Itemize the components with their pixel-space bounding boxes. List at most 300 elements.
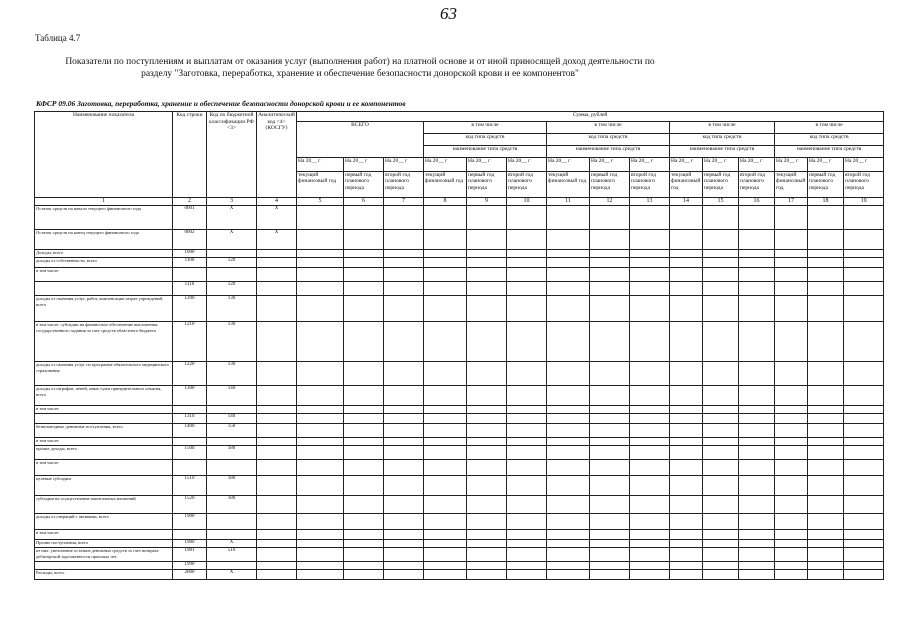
amount-cell[interactable] [384, 258, 424, 268]
amount-cell[interactable] [297, 476, 344, 496]
amount-cell[interactable] [547, 438, 590, 446]
amount-cell[interactable] [507, 322, 547, 362]
amount-cell[interactable] [344, 548, 384, 562]
amount-cell[interactable] [547, 570, 590, 580]
amount-cell[interactable] [590, 386, 630, 406]
amount-cell[interactable] [424, 322, 467, 362]
amount-cell[interactable] [844, 514, 884, 530]
amount-cell[interactable] [344, 250, 384, 258]
amount-cell[interactable] [844, 296, 884, 322]
amount-cell[interactable] [424, 424, 467, 438]
amount-cell[interactable] [297, 230, 344, 250]
amount-cell[interactable] [547, 496, 590, 514]
amount-cell[interactable] [384, 406, 424, 414]
amount-cell[interactable] [844, 530, 884, 540]
amount-cell[interactable] [739, 322, 775, 362]
amount-cell[interactable] [808, 496, 844, 514]
amount-cell[interactable] [808, 230, 844, 250]
amount-cell[interactable] [739, 406, 775, 414]
amount-cell[interactable] [297, 460, 344, 476]
amount-cell[interactable] [775, 406, 808, 414]
amount-cell[interactable] [424, 362, 467, 386]
amount-cell[interactable] [703, 282, 739, 296]
amount-cell[interactable] [775, 322, 808, 362]
amount-cell[interactable] [775, 386, 808, 406]
amount-cell[interactable] [808, 296, 844, 322]
amount-cell[interactable] [507, 230, 547, 250]
amount-cell[interactable] [507, 268, 547, 282]
amount-cell[interactable] [808, 476, 844, 496]
amount-cell[interactable] [739, 206, 775, 230]
amount-cell[interactable] [507, 460, 547, 476]
amount-cell[interactable] [703, 424, 739, 438]
amount-cell[interactable] [630, 206, 670, 230]
amount-cell[interactable] [384, 250, 424, 258]
amount-cell[interactable] [739, 570, 775, 580]
amount-cell[interactable] [507, 282, 547, 296]
amount-cell[interactable] [630, 530, 670, 540]
amount-cell[interactable] [590, 206, 630, 230]
amount-cell[interactable] [467, 514, 507, 530]
amount-cell[interactable] [344, 496, 384, 514]
amount-cell[interactable] [630, 540, 670, 548]
amount-cell[interactable] [775, 206, 808, 230]
amount-cell[interactable] [467, 296, 507, 322]
amount-cell[interactable] [384, 386, 424, 406]
amount-cell[interactable] [739, 446, 775, 460]
amount-cell[interactable] [590, 446, 630, 460]
amount-cell[interactable] [808, 362, 844, 386]
amount-cell[interactable] [384, 230, 424, 250]
amount-cell[interactable] [297, 414, 344, 424]
amount-cell[interactable] [297, 446, 344, 460]
amount-cell[interactable] [808, 446, 844, 460]
amount-cell[interactable] [467, 406, 507, 414]
amount-cell[interactable] [590, 322, 630, 362]
amount-cell[interactable] [384, 562, 424, 570]
amount-cell[interactable] [590, 514, 630, 530]
amount-cell[interactable] [424, 540, 467, 548]
amount-cell[interactable] [703, 446, 739, 460]
amount-cell[interactable] [844, 322, 884, 362]
amount-cell[interactable] [630, 414, 670, 424]
amount-cell[interactable] [630, 476, 670, 496]
amount-cell[interactable] [844, 446, 884, 460]
amount-cell[interactable] [547, 386, 590, 406]
amount-cell[interactable] [739, 282, 775, 296]
amount-cell[interactable] [703, 514, 739, 530]
amount-cell[interactable] [547, 540, 590, 548]
amount-cell[interactable] [344, 258, 384, 268]
amount-cell[interactable] [844, 476, 884, 496]
amount-cell[interactable] [670, 438, 703, 446]
amount-cell[interactable] [739, 548, 775, 562]
amount-cell[interactable] [424, 570, 467, 580]
amount-cell[interactable] [703, 322, 739, 362]
amount-cell[interactable] [703, 258, 739, 268]
amount-cell[interactable] [344, 424, 384, 438]
amount-cell[interactable] [424, 414, 467, 424]
amount-cell[interactable] [703, 540, 739, 548]
amount-cell[interactable] [590, 476, 630, 496]
amount-cell[interactable] [424, 548, 467, 562]
amount-cell[interactable] [703, 530, 739, 540]
amount-cell[interactable] [467, 250, 507, 258]
amount-cell[interactable] [424, 250, 467, 258]
amount-cell[interactable] [775, 476, 808, 496]
amount-cell[interactable] [739, 476, 775, 496]
amount-cell[interactable] [467, 322, 507, 362]
amount-cell[interactable] [424, 230, 467, 250]
amount-cell[interactable] [775, 268, 808, 282]
amount-cell[interactable] [703, 250, 739, 258]
amount-cell[interactable] [590, 540, 630, 548]
amount-cell[interactable] [808, 206, 844, 230]
amount-cell[interactable] [424, 258, 467, 268]
amount-cell[interactable] [739, 296, 775, 322]
amount-cell[interactable] [775, 540, 808, 548]
amount-cell[interactable] [703, 548, 739, 562]
amount-cell[interactable] [384, 322, 424, 362]
amount-cell[interactable] [808, 414, 844, 424]
amount-cell[interactable] [739, 540, 775, 548]
amount-cell[interactable] [507, 530, 547, 540]
amount-cell[interactable] [424, 476, 467, 496]
amount-cell[interactable] [344, 530, 384, 540]
amount-cell[interactable] [703, 562, 739, 570]
amount-cell[interactable] [547, 446, 590, 460]
amount-cell[interactable] [630, 322, 670, 362]
amount-cell[interactable] [344, 476, 384, 496]
amount-cell[interactable] [844, 268, 884, 282]
amount-cell[interactable] [467, 230, 507, 250]
amount-cell[interactable] [297, 424, 344, 438]
amount-cell[interactable] [424, 406, 467, 414]
amount-cell[interactable] [590, 268, 630, 282]
amount-cell[interactable] [775, 362, 808, 386]
amount-cell[interactable] [547, 268, 590, 282]
amount-cell[interactable] [547, 362, 590, 386]
amount-cell[interactable] [467, 562, 507, 570]
amount-cell[interactable] [467, 258, 507, 268]
amount-cell[interactable] [467, 548, 507, 562]
amount-cell[interactable] [670, 258, 703, 268]
amount-cell[interactable] [630, 268, 670, 282]
amount-cell[interactable] [424, 496, 467, 514]
amount-cell[interactable] [344, 362, 384, 386]
amount-cell[interactable] [297, 282, 344, 296]
amount-cell[interactable] [297, 514, 344, 530]
amount-cell[interactable] [467, 570, 507, 580]
amount-cell[interactable] [630, 386, 670, 406]
amount-cell[interactable] [384, 446, 424, 460]
amount-cell[interactable] [670, 562, 703, 570]
amount-cell[interactable] [844, 548, 884, 562]
amount-cell[interactable] [703, 406, 739, 414]
amount-cell[interactable] [703, 460, 739, 476]
amount-cell[interactable] [507, 406, 547, 414]
amount-cell[interactable] [808, 530, 844, 540]
amount-cell[interactable] [507, 570, 547, 580]
amount-cell[interactable] [739, 562, 775, 570]
amount-cell[interactable] [703, 414, 739, 424]
amount-cell[interactable] [507, 548, 547, 562]
amount-cell[interactable] [703, 206, 739, 230]
amount-cell[interactable] [507, 424, 547, 438]
amount-cell[interactable] [297, 206, 344, 230]
amount-cell[interactable] [467, 362, 507, 386]
amount-cell[interactable] [424, 460, 467, 476]
amount-cell[interactable] [384, 424, 424, 438]
amount-cell[interactable] [808, 322, 844, 362]
amount-cell[interactable] [547, 322, 590, 362]
amount-cell[interactable] [467, 424, 507, 438]
amount-cell[interactable] [547, 282, 590, 296]
amount-cell[interactable] [297, 530, 344, 540]
amount-cell[interactable] [384, 282, 424, 296]
amount-cell[interactable] [844, 250, 884, 258]
amount-cell[interactable] [547, 460, 590, 476]
amount-cell[interactable] [844, 230, 884, 250]
amount-cell[interactable] [590, 424, 630, 438]
amount-cell[interactable] [775, 530, 808, 540]
amount-cell[interactable] [590, 230, 630, 250]
amount-cell[interactable] [775, 438, 808, 446]
amount-cell[interactable] [297, 496, 344, 514]
amount-cell[interactable] [844, 562, 884, 570]
amount-cell[interactable] [775, 570, 808, 580]
amount-cell[interactable] [507, 250, 547, 258]
amount-cell[interactable] [507, 446, 547, 460]
amount-cell[interactable] [384, 362, 424, 386]
amount-cell[interactable] [344, 268, 384, 282]
amount-cell[interactable] [424, 206, 467, 230]
amount-cell[interactable] [808, 514, 844, 530]
amount-cell[interactable] [384, 496, 424, 514]
amount-cell[interactable] [739, 230, 775, 250]
amount-cell[interactable] [297, 250, 344, 258]
amount-cell[interactable] [384, 296, 424, 322]
amount-cell[interactable] [384, 460, 424, 476]
amount-cell[interactable] [344, 562, 384, 570]
amount-cell[interactable] [670, 476, 703, 496]
amount-cell[interactable] [384, 476, 424, 496]
amount-cell[interactable] [670, 570, 703, 580]
amount-cell[interactable] [590, 406, 630, 414]
amount-cell[interactable] [670, 362, 703, 386]
amount-cell[interactable] [670, 322, 703, 362]
amount-cell[interactable] [844, 406, 884, 414]
amount-cell[interactable] [670, 296, 703, 322]
amount-cell[interactable] [808, 258, 844, 268]
amount-cell[interactable] [670, 386, 703, 406]
amount-cell[interactable] [775, 460, 808, 476]
amount-cell[interactable] [739, 514, 775, 530]
amount-cell[interactable] [844, 386, 884, 406]
amount-cell[interactable] [547, 250, 590, 258]
amount-cell[interactable] [670, 424, 703, 438]
amount-cell[interactable] [739, 268, 775, 282]
amount-cell[interactable] [590, 362, 630, 386]
amount-cell[interactable] [547, 206, 590, 230]
amount-cell[interactable] [590, 570, 630, 580]
amount-cell[interactable] [670, 268, 703, 282]
amount-cell[interactable] [670, 230, 703, 250]
amount-cell[interactable] [670, 514, 703, 530]
amount-cell[interactable] [467, 460, 507, 476]
amount-cell[interactable] [775, 296, 808, 322]
amount-cell[interactable] [808, 268, 844, 282]
amount-cell[interactable] [703, 296, 739, 322]
amount-cell[interactable] [344, 386, 384, 406]
amount-cell[interactable] [384, 570, 424, 580]
amount-cell[interactable] [670, 250, 703, 258]
amount-cell[interactable] [297, 322, 344, 362]
amount-cell[interactable] [344, 570, 384, 580]
amount-cell[interactable] [630, 570, 670, 580]
amount-cell[interactable] [507, 362, 547, 386]
amount-cell[interactable] [467, 282, 507, 296]
amount-cell[interactable] [775, 548, 808, 562]
amount-cell[interactable] [547, 548, 590, 562]
amount-cell[interactable] [670, 548, 703, 562]
amount-cell[interactable] [808, 250, 844, 258]
amount-cell[interactable] [630, 514, 670, 530]
amount-cell[interactable] [297, 570, 344, 580]
amount-cell[interactable] [384, 530, 424, 540]
amount-cell[interactable] [344, 540, 384, 548]
amount-cell[interactable] [297, 296, 344, 322]
amount-cell[interactable] [384, 268, 424, 282]
amount-cell[interactable] [630, 438, 670, 446]
amount-cell[interactable] [590, 414, 630, 424]
amount-cell[interactable] [775, 250, 808, 258]
amount-cell[interactable] [424, 386, 467, 406]
amount-cell[interactable] [775, 414, 808, 424]
amount-cell[interactable] [507, 438, 547, 446]
amount-cell[interactable] [775, 258, 808, 268]
amount-cell[interactable] [630, 446, 670, 460]
amount-cell[interactable] [775, 230, 808, 250]
amount-cell[interactable] [384, 540, 424, 548]
amount-cell[interactable] [547, 514, 590, 530]
amount-cell[interactable] [739, 250, 775, 258]
amount-cell[interactable] [775, 424, 808, 438]
amount-cell[interactable] [344, 438, 384, 446]
amount-cell[interactable] [808, 540, 844, 548]
amount-cell[interactable] [844, 570, 884, 580]
amount-cell[interactable] [424, 282, 467, 296]
amount-cell[interactable] [630, 460, 670, 476]
amount-cell[interactable] [424, 438, 467, 446]
amount-cell[interactable] [297, 386, 344, 406]
amount-cell[interactable] [703, 230, 739, 250]
amount-cell[interactable] [384, 206, 424, 230]
amount-cell[interactable] [297, 406, 344, 414]
amount-cell[interactable] [344, 514, 384, 530]
amount-cell[interactable] [297, 362, 344, 386]
amount-cell[interactable] [670, 206, 703, 230]
amount-cell[interactable] [424, 268, 467, 282]
amount-cell[interactable] [844, 362, 884, 386]
amount-cell[interactable] [703, 438, 739, 446]
amount-cell[interactable] [507, 414, 547, 424]
amount-cell[interactable] [297, 258, 344, 268]
amount-cell[interactable] [507, 296, 547, 322]
amount-cell[interactable] [630, 258, 670, 268]
amount-cell[interactable] [297, 268, 344, 282]
amount-cell[interactable] [703, 496, 739, 514]
amount-cell[interactable] [590, 530, 630, 540]
amount-cell[interactable] [808, 438, 844, 446]
amount-cell[interactable] [844, 540, 884, 548]
amount-cell[interactable] [739, 460, 775, 476]
amount-cell[interactable] [808, 424, 844, 438]
amount-cell[interactable] [384, 548, 424, 562]
amount-cell[interactable] [590, 258, 630, 268]
amount-cell[interactable] [384, 414, 424, 424]
amount-cell[interactable] [590, 460, 630, 476]
amount-cell[interactable] [467, 476, 507, 496]
amount-cell[interactable] [739, 362, 775, 386]
amount-cell[interactable] [507, 476, 547, 496]
amount-cell[interactable] [590, 548, 630, 562]
amount-cell[interactable] [507, 386, 547, 406]
amount-cell[interactable] [297, 438, 344, 446]
amount-cell[interactable] [547, 406, 590, 414]
amount-cell[interactable] [344, 460, 384, 476]
amount-cell[interactable] [739, 530, 775, 540]
amount-cell[interactable] [590, 438, 630, 446]
amount-cell[interactable] [630, 282, 670, 296]
amount-cell[interactable] [808, 406, 844, 414]
amount-cell[interactable] [384, 514, 424, 530]
amount-cell[interactable] [547, 230, 590, 250]
amount-cell[interactable] [844, 424, 884, 438]
amount-cell[interactable] [547, 258, 590, 268]
amount-cell[interactable] [703, 268, 739, 282]
amount-cell[interactable] [844, 282, 884, 296]
amount-cell[interactable] [467, 206, 507, 230]
amount-cell[interactable] [630, 362, 670, 386]
amount-cell[interactable] [344, 406, 384, 414]
amount-cell[interactable] [297, 548, 344, 562]
amount-cell[interactable] [344, 446, 384, 460]
amount-cell[interactable] [297, 562, 344, 570]
amount-cell[interactable] [630, 230, 670, 250]
amount-cell[interactable] [630, 406, 670, 414]
amount-cell[interactable] [547, 424, 590, 438]
amount-cell[interactable] [844, 414, 884, 424]
amount-cell[interactable] [775, 282, 808, 296]
amount-cell[interactable] [467, 540, 507, 548]
amount-cell[interactable] [739, 496, 775, 514]
amount-cell[interactable] [297, 540, 344, 548]
amount-cell[interactable] [739, 386, 775, 406]
amount-cell[interactable] [547, 476, 590, 496]
amount-cell[interactable] [507, 540, 547, 548]
amount-cell[interactable] [547, 562, 590, 570]
amount-cell[interactable] [775, 562, 808, 570]
amount-cell[interactable] [547, 414, 590, 424]
amount-cell[interactable] [739, 258, 775, 268]
amount-cell[interactable] [507, 258, 547, 268]
amount-cell[interactable] [344, 296, 384, 322]
amount-cell[interactable] [630, 548, 670, 562]
amount-cell[interactable] [808, 282, 844, 296]
amount-cell[interactable] [808, 386, 844, 406]
amount-cell[interactable] [844, 438, 884, 446]
